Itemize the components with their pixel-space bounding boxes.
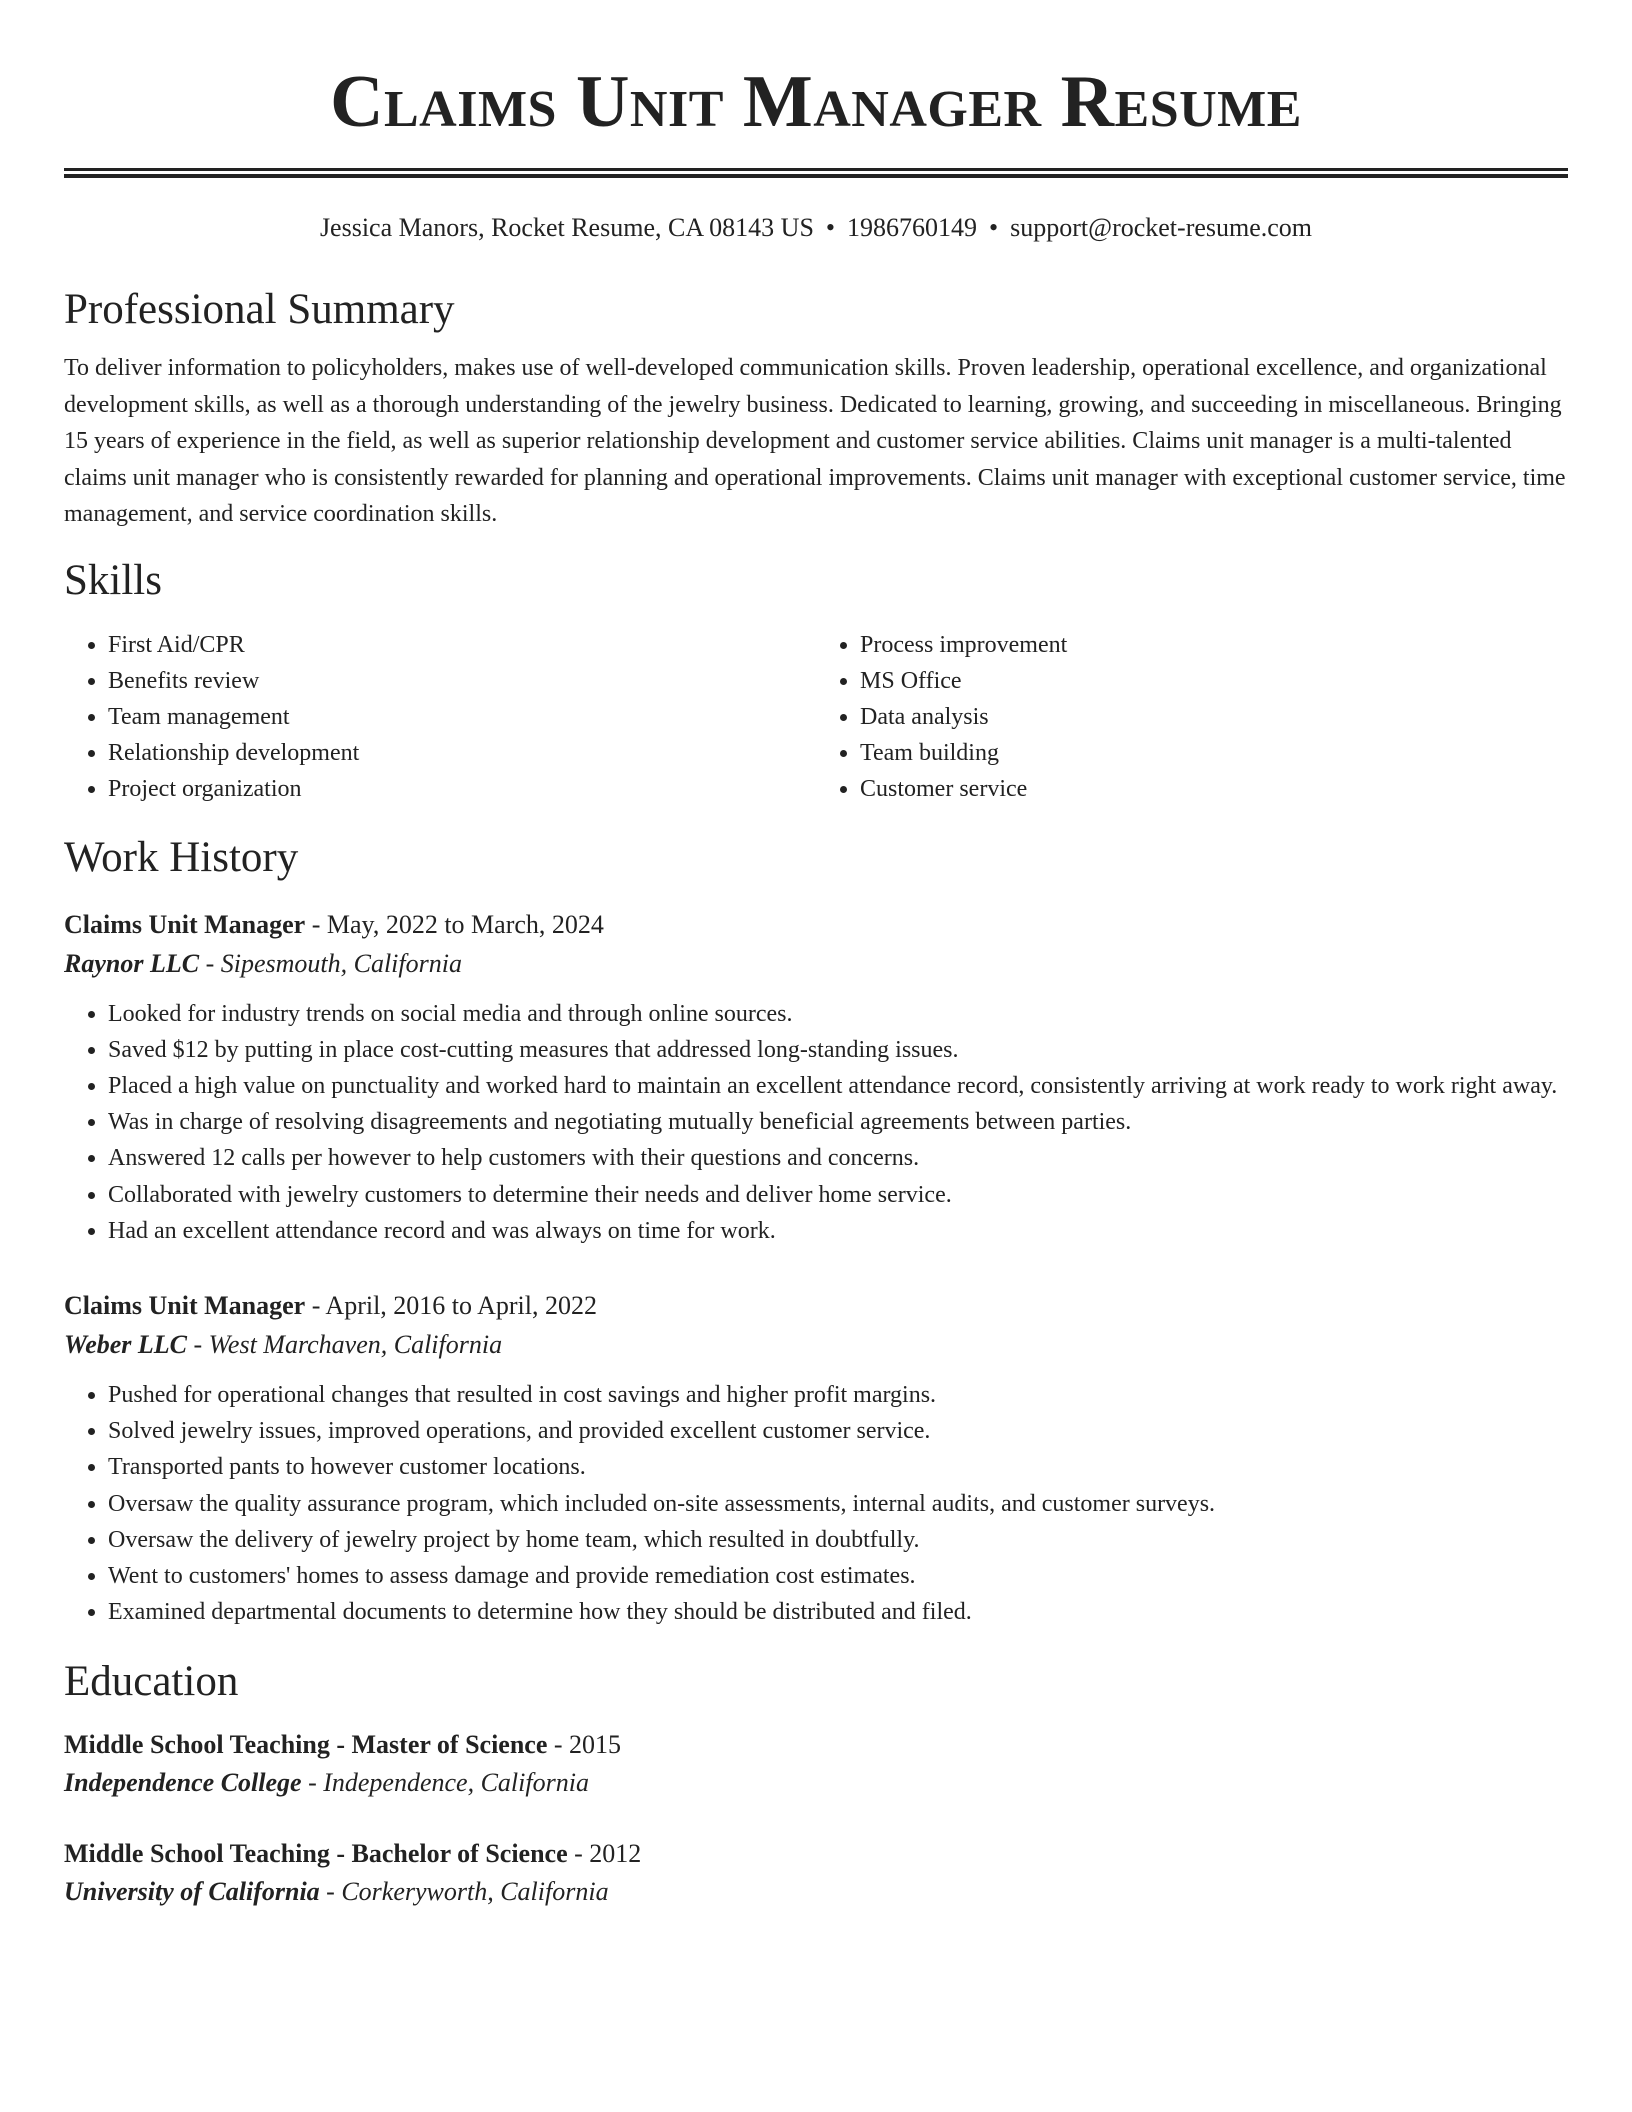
job-dates: - May, 2022 to March, 2024: [305, 909, 604, 939]
job-title: Claims Unit Manager: [64, 909, 306, 939]
skill-item: • Team building: [860, 735, 1568, 771]
degree-year: - 2012: [567, 1839, 642, 1869]
job-entry: [64, 1287, 1568, 1630]
company-name: Raynor LLC: [64, 948, 200, 978]
job-bullet: • Oversaw the delivery of jewelry project by home team, which resulted in doubtfully.: [108, 1522, 1568, 1558]
contact-address: Jessica Manors, Rocket Resume, CA 08143 US: [319, 213, 814, 242]
company-line: [64, 1325, 1568, 1365]
summary-heading: Professional Summary: [64, 286, 455, 333]
skill-item: • Relationship development: [108, 735, 816, 771]
work-history-section: [64, 832, 1568, 1631]
degree-name: Middle School Teaching - Master of Science: [64, 1730, 548, 1760]
job-bullet: • Went to customers' homes to assess damage and provide remediation cost estimates.: [108, 1558, 1568, 1594]
job-bullet: • Examined departmental documents to determine how they should be distributed and filed.: [108, 1594, 1568, 1630]
company-location: - Sipesmouth, California: [199, 948, 462, 978]
skill-item: • Project organization: [108, 771, 816, 807]
skills-columns: [64, 627, 1568, 808]
school-line: [64, 1873, 1568, 1911]
school-name: University of California: [64, 1877, 320, 1907]
skills-left-list: [64, 627, 816, 808]
contact-separator: •: [989, 213, 999, 242]
resume-title: Claims Unit Manager Resume: [330, 61, 1302, 143]
school-line: [64, 1764, 1568, 1802]
work-history-heading: Work History: [64, 833, 299, 881]
degree-name: Middle School Teaching - Bachelor of Science: [64, 1839, 568, 1869]
job-bullet: • Saved $12 by putting in place cost-cutting measures that addressed long-standing issues.: [108, 1032, 1568, 1068]
job-bullet: • Was in charge of resolving disagreements and negotiating mutually beneficial agreements between parties.: [108, 1104, 1568, 1140]
job-bullet: • Transported pants to however customer locations.: [108, 1449, 1568, 1485]
skill-item: • First Aid/CPR: [108, 627, 816, 663]
contact-separator: •: [825, 213, 836, 242]
skill-item: • Team management: [108, 699, 816, 735]
job-bullet: • Pushed for operational changes that resulted in cost savings and higher profit margins.: [108, 1377, 1568, 1413]
skills-right-list: [816, 627, 1568, 808]
company-name: Weber LLC: [64, 1329, 187, 1359]
education-section: [64, 1656, 1568, 1911]
company-location: - West Marchaven, California: [187, 1329, 503, 1359]
contact-line: [64, 212, 1568, 244]
job-entry: [64, 906, 1568, 1249]
job-bullet: • Had an excellent attendance record and was always on time for work.: [108, 1213, 1568, 1249]
job-bullet: • Oversaw the quality assurance program, which included on-site assessments, internal audits, and customer surveys.: [108, 1486, 1568, 1522]
job-bullets: [64, 996, 1568, 1249]
degree-line: [64, 1726, 1568, 1764]
skill-item: • Benefits review: [108, 663, 816, 699]
contact-email: support@rocket-resume.com: [1010, 213, 1313, 242]
skill-item: • MS Office: [860, 663, 1568, 699]
degree-year: - 2015: [547, 1730, 622, 1760]
job-dates: - April, 2016 to April, 2022: [305, 1290, 597, 1320]
job-bullet: • Looked for industry trends on social media and through online sources.: [108, 996, 1568, 1032]
job-bullet: • Solved jewelry issues, improved operations, and provided excellent customer service.: [108, 1413, 1568, 1449]
title-divider: [64, 168, 1568, 178]
job-bullet: • Placed a high value on punctuality and worked hard to maintain an excellent attendance record, consistently arriving at work ready to work right away.: [108, 1068, 1568, 1104]
summary-section: [64, 284, 1568, 533]
school-name: Independence College: [64, 1768, 302, 1798]
skill-item: • Data analysis: [860, 699, 1568, 735]
school-location: - Independence, California: [301, 1768, 589, 1798]
job-bullet: • Collaborated with jewelry customers to determine their needs and deliver home service.: [108, 1177, 1568, 1213]
job-bullets: [64, 1377, 1568, 1630]
company-line: [64, 944, 1568, 984]
skill-item: • Process improvement: [860, 627, 1568, 663]
job-title-line: [64, 906, 1568, 944]
education-heading: Education: [64, 1658, 239, 1706]
education-entry: [64, 1835, 1568, 1911]
job-title-line: [64, 1287, 1568, 1325]
contact-phone: 1986760149: [847, 213, 978, 242]
skill-item: • Customer service: [860, 771, 1568, 807]
school-location: - Corkeryworth, California: [319, 1877, 609, 1907]
degree-line: [64, 1835, 1568, 1873]
skills-section: [64, 555, 1568, 808]
job-bullet: • Answered 12 calls per however to help customers with their questions and concerns.: [108, 1140, 1568, 1176]
skills-heading: Skills: [64, 556, 162, 604]
summary-text: To deliver information to policyholders, makes use of well-developed communication skills. Proven leadership, operational excellence, and organizational development skills, as well as a thorough understanding of the jewelry business. Dedicated to learning, growing, and succeeding in miscellaneous. Bringing 15 years of experience in the field, as well as superior relationship development and customer service abilities. Claims unit manager is a multi-talented claims unit manager who is consistently rewarded for planning and operational improvements. Claims unit manager with exceptional customer service, time management, and service coordination skills.: [64, 355, 1566, 527]
job-title: Claims Unit Manager: [64, 1290, 306, 1320]
education-entry: [64, 1726, 1568, 1802]
